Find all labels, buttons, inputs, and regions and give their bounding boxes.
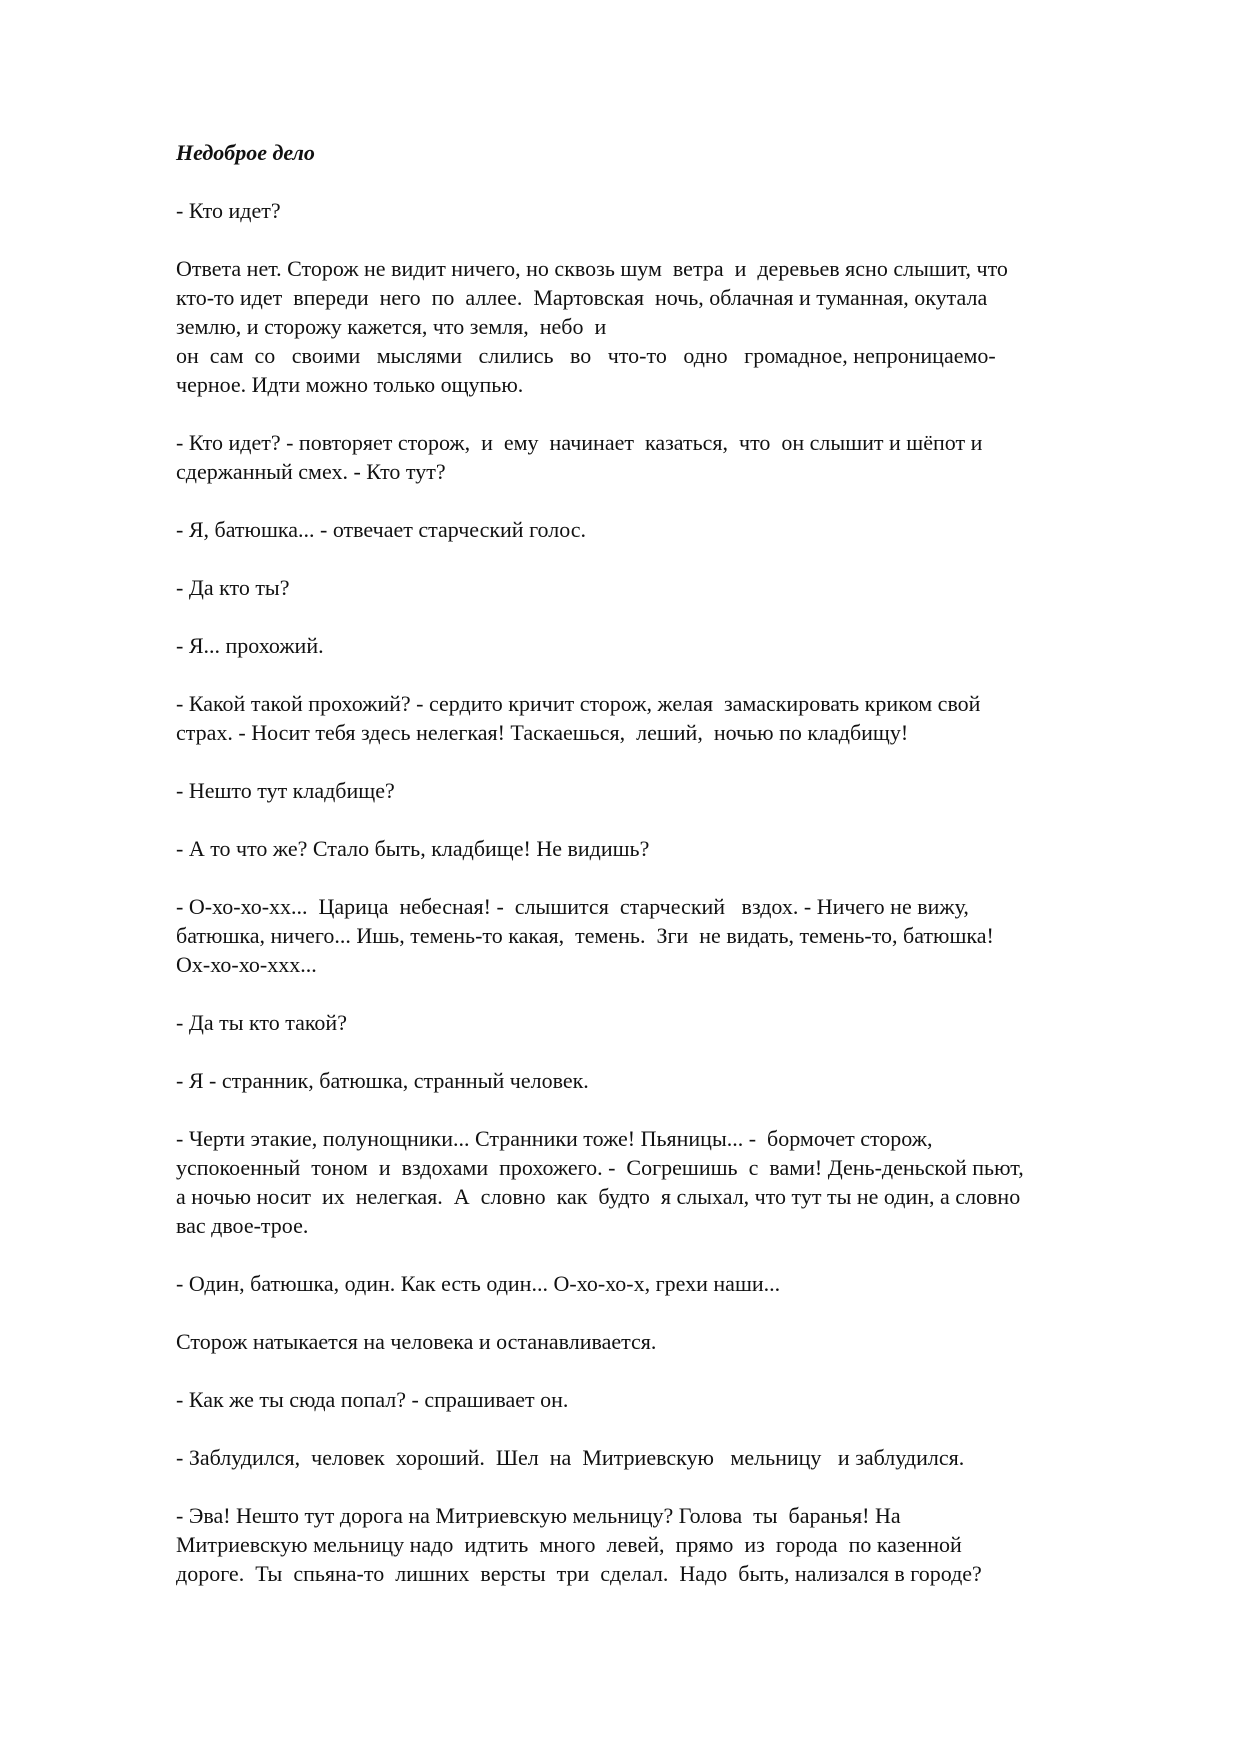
document-page [176,138,1166,1617]
paragraph: - Эва! Нешто тут дорога на Митриевскую мельницу? Голова ты баранья! На Митриевскую мельницу надо идтить много левей, прямо из города по казенной дороге. Ты спьяна-то лишних версты три сделал. Надо быть, нализался в городе? [176,1503,982,1586]
paragraph: - Кто идет? - повторяет сторож, и ему начинает казаться, что он слышит и шёпот и сдержанный смех. - Кто тут? [176,430,983,484]
paragraph: - Я... прохожий. [176,633,324,658]
paragraph: - А то что же? Стало быть, кладбище! Не видишь? [176,836,650,861]
paragraph: - Кто идет? [176,198,281,223]
paragraph: - Заблудился, человек хороший. Шел на Митриевскую мельницу и заблудился. [176,1445,965,1470]
paragraph: - Нешто тут кладбище? [176,778,395,803]
paragraph: - О-хо-хо-хх... Царица небесная! - слышится старческий вздох. - Ничего не вижу, батюшка, ничего... Ишь, темень-то какая, темень. Зги не видать, темень-то, батюшка! Ох-хо-хо-ххх... [176,894,994,977]
paragraph: - Да ты кто такой? [176,1010,347,1035]
paragraph: - Я, батюшка... - отвечает старческий голос. [176,517,587,542]
paragraph: Сторож натыкается на человека и останавливается. [176,1329,657,1354]
paragraph: - Я - странник, батюшка, странный человек. [176,1068,589,1093]
paragraph: - Как же ты сюда попал? - спрашивает он. [176,1387,569,1412]
paragraph: - Какой такой прохожий? - сердито кричит сторож, желая замаскировать криком свой страх. - Носит тебя здесь нелегкая! Таскаешься, леший, ночью по кладбищу! [176,691,981,745]
paragraph: - Да кто ты? [176,575,290,600]
paragraph: - Черти этакие, полунощники... Странники тоже! Пьяницы... - бормочет сторож, успокоенный тоном и вздохами прохожего. - Согрешишь с вами! День-деньской пьют, а ночью носит их нелегкая. А словно как будто я слыхал, что тут ты не один, а словно вас двое-трое. [176,1126,1024,1238]
document-title: Недоброе дело [176,140,315,165]
paragraph: - Один, батюшка, один. Как есть один... О-хо-хо-х, грехи наши... [176,1271,781,1296]
paragraph: Ответа нет. Сторож не видит ничего, но сквозь шум ветра и деревьев ясно слышит, что кто-то идет впереди него по аллее. Мартовская ночь, облачная и туманная, окутала землю, и сторожу кажется, что земля, небо и он сам со своими мыслями слились во что-то одно громадное, непроницаемо- черное. Идти можно только ощупью. [176,256,1008,397]
